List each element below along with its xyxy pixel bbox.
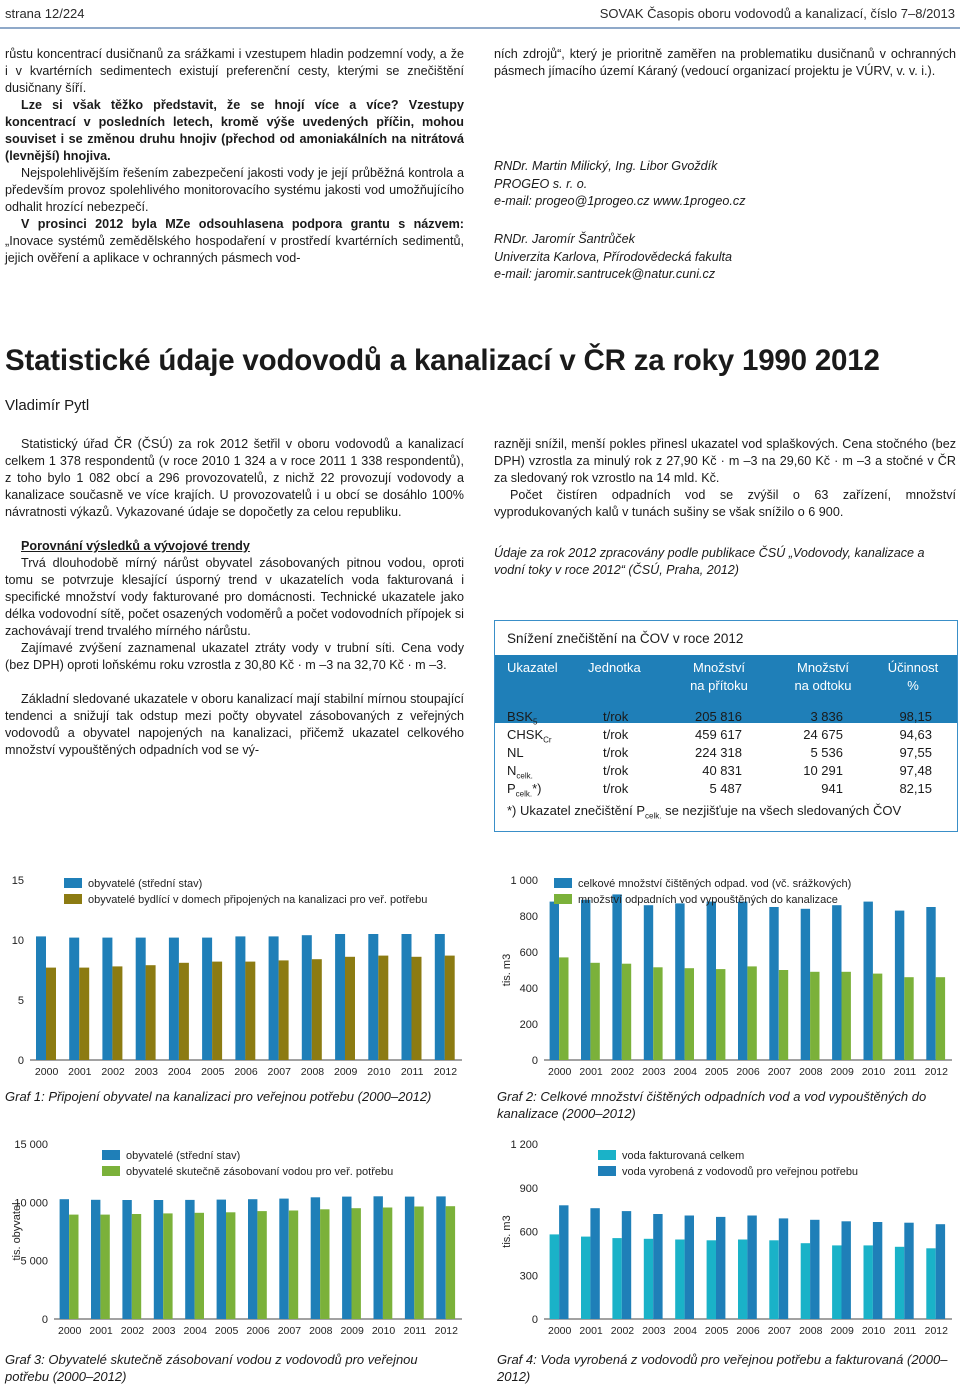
legend-label: množství odpadních vod vypouštěných do kanalizace <box>578 894 838 906</box>
x-tick-label: 2006 <box>246 1325 270 1337</box>
bar <box>405 1197 414 1319</box>
x-tick-label: 2009 <box>830 1066 854 1078</box>
paragraph: Základní sledované ukazatele v oboru kanalizací mají stabilní mírnou stoupající tendenci a snižují tak odstup mezi počty obyvatel zásobovaných z veřejných vodovodů a obyvatel napojených na kanalizaci, přičemž ukazatel celkového množství vypouštěných odpadních vod se vý- <box>5 692 464 757</box>
bar <box>342 1197 351 1319</box>
bar <box>368 934 378 1060</box>
table-cell-out: 10 291 <box>803 763 843 778</box>
x-tick-label: 2002 <box>120 1325 145 1337</box>
bar <box>195 1213 204 1319</box>
legend-swatch <box>64 894 82 904</box>
x-tick-label: 2007 <box>767 1066 792 1078</box>
bar <box>747 1216 756 1320</box>
paragraph: ních zdrojů“, který je prioritně zaměřen na problematiku dusičnanů v ochranných pásmech jímacího území Káraný (vedoucí organizací projektu je VÚRV, v. v. i.). <box>494 47 956 78</box>
x-tick-label: 2007 <box>277 1325 302 1337</box>
article-right-column <box>494 436 956 521</box>
cov-table <box>494 620 958 832</box>
bar <box>279 1199 288 1319</box>
y-tick-label: 0 <box>41 1314 48 1326</box>
th-inflow-2: na přítoku <box>690 678 748 693</box>
bar <box>801 1243 810 1319</box>
page-number: strana 12/224 <box>5 6 85 21</box>
bar <box>169 938 179 1060</box>
bar <box>102 938 112 1060</box>
legend-label: obyvatelé bydlící v domech připojených na kanalizaci pro veř. potřebu <box>88 894 428 906</box>
y-tick-label: 900 <box>519 1182 538 1195</box>
bar <box>832 905 841 1060</box>
bar <box>675 1240 684 1320</box>
x-tick-label: 2010 <box>861 1325 886 1337</box>
paragraph: razněji snížil, menší pokles přinesl ukazatel vod splaškových. Cena stočného (bez DPH) vzrostla za minulý rok z 27,90 Kč · m –3 na 29,60 Kč · m –3 a stočné v ČR za sledovaný rok vzrostlo na 14 mld. Kč. <box>494 437 956 485</box>
x-tick-label: 2002 <box>610 1066 635 1078</box>
x-tick-label: 2012 <box>433 1066 458 1078</box>
bar <box>79 968 89 1060</box>
contact-line: PROGEO s. r. o. <box>494 176 588 191</box>
table-cell-out: 941 <box>821 781 843 796</box>
bar <box>383 1208 392 1320</box>
bar <box>302 935 312 1060</box>
x-tick-label: 2003 <box>152 1325 176 1337</box>
x-tick-label: 2011 <box>400 1066 424 1078</box>
table-cell-eff: 98,15 <box>899 709 932 724</box>
table-cell-in: 205 816 <box>695 709 742 724</box>
x-tick-label: 2001 <box>579 1066 603 1078</box>
th-efficiency-1: Účinnost <box>887 660 939 675</box>
bar <box>644 1239 653 1319</box>
contact-line: RNDr. Martin Milický, Ing. Libor Gvoždík <box>494 159 718 173</box>
bar <box>412 957 422 1060</box>
legend-swatch <box>64 878 82 888</box>
x-tick-label: 2010 <box>371 1325 396 1337</box>
table-cell-unit: t/rok <box>603 727 629 742</box>
bar <box>185 1200 194 1319</box>
bar <box>212 962 222 1060</box>
bar <box>179 963 189 1060</box>
bar <box>832 1245 841 1319</box>
legend-swatch <box>102 1166 120 1176</box>
bar <box>707 902 716 1060</box>
bar <box>69 1215 78 1319</box>
table-cell-unit: t/rok <box>603 763 629 778</box>
y-tick-label: 15 000 <box>14 1139 48 1151</box>
bar <box>414 1207 423 1320</box>
bar <box>873 974 882 1060</box>
legend-label: voda vyrobená z vodovodů pro veřejnou potřebu <box>622 1166 859 1178</box>
bar <box>842 972 851 1060</box>
bar <box>810 1220 819 1319</box>
y-tick-label: 15 <box>11 875 24 887</box>
x-tick-label: 2012 <box>924 1066 948 1078</box>
top-right-column <box>494 46 956 80</box>
bar <box>335 934 345 1060</box>
bar <box>36 936 46 1060</box>
bar <box>895 911 904 1060</box>
chart-4-caption: Graf 4: Voda vyrobená z vodovodů pro veřejnou potřebu a fakturovaná (2000–2012) <box>497 1352 948 1384</box>
bar <box>69 938 79 1060</box>
bar <box>685 968 694 1060</box>
top-left-column <box>5 46 464 267</box>
bar <box>311 1197 320 1319</box>
x-tick-label: 2008 <box>799 1325 823 1337</box>
paragraph: Trvá dlouhodobě mírný nárůst obyvatel zásobovaných pitnou vodou, oproti tomu se potvrzuje klesající úsporný trend v ukazatelích voda fakturovaná i specifické množství vody fakturované pro domácnosti. Technické ukazatele jako délka vodovodní sítě, počet osazených vodoměrů a počet vodovodních přípojek si zachovávají trend trvalého mírného nárůstu. <box>5 556 464 638</box>
legend-label: obyvatelé (střední stav) <box>126 1150 241 1162</box>
legend-swatch <box>102 1150 120 1160</box>
x-tick-label: 2001 <box>89 1325 113 1337</box>
x-tick-label: 2011 <box>893 1066 917 1078</box>
bar <box>163 1213 172 1319</box>
bar <box>779 970 788 1060</box>
legend-label: obyvatelé (střední stav) <box>88 878 203 890</box>
bar <box>248 1199 257 1319</box>
paragraph: růstu koncentrací dusičnanů za srážkami i vzestupem hladin podzemní vody, a že i v kvartérních sedimentech existují preferenční cesty, kterými se znečištění dusičnany šíří. <box>5 47 464 95</box>
bar <box>810 972 819 1060</box>
paragraph: „Inovace systémů zemědělského hospodaření v prostředí kvartérních sedimentů, jejich ověření a aplikace v ochranných pásmech vod- <box>5 234 464 265</box>
bar <box>257 1211 266 1319</box>
table-cell-unit: t/rok <box>603 709 629 724</box>
table-cell-eff: 94,63 <box>899 727 932 742</box>
bar <box>738 902 747 1060</box>
x-tick-label: 2005 <box>214 1325 239 1337</box>
bar <box>435 934 445 1060</box>
th-outflow-1: Množství <box>796 660 849 675</box>
table-cell-name: $BSK_5$ <box>507 709 538 727</box>
x-tick-label: 2001 <box>68 1066 92 1078</box>
y-tick-label: 800 <box>519 911 538 923</box>
th-efficiency-2: % <box>907 678 919 693</box>
bar <box>581 900 590 1060</box>
article-title: Statistické údaje vodovodů a kanalizací v ČR za roky 1990 2012 <box>5 344 880 377</box>
bar <box>769 907 778 1060</box>
contact-line: RNDr. Jaromír Šantrůček <box>494 232 635 246</box>
x-tick-label: 2007 <box>267 1066 291 1078</box>
y-tick-label: 400 <box>519 983 538 995</box>
header-rule <box>0 27 960 29</box>
table-footnote <box>507 803 901 821</box>
chart-1-caption: Graf 1: Připojení obyvatel na kanalizaci pro veřejnou potřebu (2000–2012) <box>5 1089 432 1104</box>
y-tick-label: 600 <box>519 1226 538 1239</box>
x-tick-label: 2010 <box>367 1066 391 1078</box>
bar <box>154 1200 163 1319</box>
bar <box>801 909 810 1060</box>
x-tick-label: 2009 <box>340 1325 364 1337</box>
x-tick-label: 2005 <box>704 1066 729 1078</box>
x-tick-label: 2008 <box>799 1066 823 1078</box>
bar <box>132 1214 141 1319</box>
bar <box>926 907 935 1060</box>
bar <box>612 1238 621 1319</box>
bar <box>217 1200 226 1319</box>
bar <box>769 1240 778 1319</box>
bar <box>622 1211 631 1319</box>
th-inflow-1: Množství <box>692 660 745 675</box>
table-cell-eff: 82,15 <box>899 781 932 796</box>
y-tick-label: 300 <box>519 1270 538 1283</box>
bar <box>402 934 412 1060</box>
legend-swatch <box>598 1166 616 1176</box>
bar <box>864 902 873 1060</box>
bar <box>622 964 631 1060</box>
x-tick-label: 2007 <box>767 1325 792 1337</box>
y-axis-label: tis. obyvatel <box>11 1202 23 1261</box>
paragraph: Nejspolehlivějším řešením zabezpečení jakosti vody je její průběžná kontrola a především provoz spolehlivého monitorovacího systému jakosti vod umožňujícího odhalit hrozící nebezpečí. <box>5 166 464 214</box>
x-tick-label: 2003 <box>642 1325 666 1337</box>
table-cell-in: 224 318 <box>695 745 742 760</box>
bar <box>550 1234 559 1319</box>
bar <box>895 1247 904 1319</box>
bar <box>590 1208 599 1319</box>
footnote-text: *) Ukazatel znečištění P <box>507 803 646 818</box>
contact-email[interactable]: e-mail: jaromir.santrucek@natur.cuni.cz <box>494 267 716 281</box>
y-axis-label: tis. m3 <box>501 1215 513 1248</box>
bar <box>345 957 355 1060</box>
bar <box>100 1215 109 1319</box>
x-tick-label: 2011 <box>403 1325 427 1337</box>
x-tick-label: 2011 <box>893 1325 917 1337</box>
legend-label: obyvatelé skutečně zásobovaní vodou pro veř. potřebu <box>126 1166 394 1178</box>
x-tick-label: 2010 <box>861 1066 886 1078</box>
bar <box>289 1211 298 1320</box>
legend-label: voda fakturovaná celkem <box>622 1150 745 1162</box>
chart-4 <box>490 1134 960 1344</box>
legend-label: celkové množství čištěných odpad. vod (vč. srážkových) <box>578 878 852 890</box>
bar <box>550 902 559 1060</box>
x-tick-label: 2004 <box>673 1066 697 1078</box>
bar <box>269 936 279 1060</box>
table-cell-eff: 97,55 <box>899 745 932 760</box>
table-title: Snížení znečištění na ČOV v roce 2012 <box>507 631 744 646</box>
x-tick-label: 2000 <box>548 1066 572 1078</box>
x-tick-label: 2012 <box>924 1325 948 1337</box>
y-tick-label: 600 <box>519 947 538 959</box>
x-tick-label: 2001 <box>579 1325 603 1337</box>
y-axis-label: tis. m3 <box>501 953 513 987</box>
x-tick-label: 2009 <box>830 1325 854 1337</box>
chart-3 <box>0 1134 470 1344</box>
paragraph: Vzestupy koncentrací v posledních letech, kromě výše uvedených příčin, mohou souviset i se změnou druhu hnojiv (přechod od amoniakálních na nitrátová (levnější) hnojiva. <box>5 98 464 163</box>
bar <box>279 960 289 1060</box>
th-ukazatel: Ukazatel <box>507 660 558 675</box>
y-tick-label: 1 000 <box>510 875 538 887</box>
legend-swatch <box>598 1150 616 1160</box>
legend-swatch <box>554 878 572 888</box>
bar <box>226 1212 235 1319</box>
x-tick-label: 2004 <box>673 1325 697 1337</box>
paragraph: Počet čistíren odpadních vod se zvýšil o 63 zařízení, množství vyprodukovaných kalů v tunách sušiny se však snížilo o 6 900. <box>494 488 956 519</box>
bar <box>112 966 122 1060</box>
bar <box>202 938 212 1060</box>
bar <box>779 1218 788 1319</box>
bar <box>675 903 684 1060</box>
article-left-column <box>5 436 464 759</box>
author-contact-2 <box>494 231 732 284</box>
bar <box>312 959 322 1060</box>
paragraph: Statistický úřad ČR (ČSÚ) za rok 2012 šetřil v oboru vodovodů a kanalizací celkem 1 378 respondentů (v roce 2010 1 324 a v roce 2011 1 338 respondentů), z toho bylo 1 082 obcí a 296 provozovatelů, z nichž 22 provozují vodovody a kanalizace současně ve více krajích. U provozovatelů i u obcí se dosáhlo 100% návratnosti výkazů. Vykazované údaje se dopočetly za celou republiku. <box>5 437 464 519</box>
y-tick-label: 10 <box>11 935 24 947</box>
article-author: Vladimír Pytl <box>5 397 90 414</box>
y-tick-label: 5 <box>17 995 24 1007</box>
bar <box>590 963 599 1060</box>
y-tick-label: 5 000 <box>20 1255 48 1268</box>
bar <box>747 966 756 1060</box>
bar <box>446 1206 455 1319</box>
x-tick-label: 2000 <box>548 1325 572 1337</box>
table-cell-out: 5 536 <box>810 745 843 760</box>
x-tick-label: 2006 <box>234 1066 258 1078</box>
chart-2-caption: Graf 2: Celkové množství čištěných odpadních vod a vod vypouštěných do kanalizace (2000–2012) <box>497 1089 927 1121</box>
bar <box>864 1245 873 1319</box>
bar <box>91 1200 100 1319</box>
bar <box>245 962 255 1060</box>
table-cell-name: NL <box>507 745 524 760</box>
bar <box>374 1196 383 1319</box>
bar <box>46 968 56 1060</box>
bar <box>136 938 146 1060</box>
x-tick-label: 2000 <box>34 1066 59 1078</box>
x-tick-label: 2006 <box>736 1066 760 1078</box>
bar <box>716 969 725 1060</box>
contact-email[interactable]: e-mail: progeo@1progeo.cz www.1progeo.cz <box>494 194 746 208</box>
x-tick-label: 2003 <box>642 1066 666 1078</box>
x-tick-label: 2008 <box>309 1325 333 1337</box>
x-tick-label: 2004 <box>167 1066 192 1078</box>
table-cell-in: 459 617 <box>695 727 742 742</box>
bar <box>559 1205 568 1319</box>
bar <box>436 1196 445 1319</box>
bar <box>581 1237 590 1319</box>
table-cell-eff: 97,48 <box>899 763 932 778</box>
source-note: Údaje za rok 2012 zpracovány podle publikace ČSÚ „Vodovody, kanalizace a vodní toky v roce 2012“ (ČSÚ, Praha, 2012) <box>494 546 925 577</box>
contact-line: Univerzita Karlova, Přírodovědecká fakulta <box>494 249 732 264</box>
th-outflow-2: na odtoku <box>794 678 852 693</box>
bar <box>146 965 156 1060</box>
x-tick-label: 2012 <box>434 1325 458 1337</box>
table-cell-name: $CHSK_{Cr}$ <box>507 727 552 745</box>
bar <box>842 1221 851 1319</box>
bar <box>873 1222 882 1319</box>
x-tick-label: 2002 <box>101 1066 125 1078</box>
bar <box>738 1240 747 1320</box>
x-tick-label: 2005 <box>704 1325 729 1337</box>
bold-lead: V prosinci 2012 byla MZe odsouhlasena podpora grantu s názvem: <box>21 217 464 231</box>
bar <box>716 1217 725 1319</box>
bar <box>904 1223 913 1319</box>
bar <box>926 1248 935 1319</box>
bar <box>122 1200 131 1319</box>
th-jednotka: Jednotka <box>588 660 641 675</box>
y-tick-label: 1 200 <box>510 1139 538 1151</box>
bar <box>936 977 945 1060</box>
footnote-text: se nezjišťuje na všech sledovaných ČOV <box>661 803 902 818</box>
table-cell-name: $P_{celk.}*$) <box>507 781 542 799</box>
chart-1 <box>0 868 470 1086</box>
paragraph: Zajímavé zvýšení zaznamenal ukazatel ztráty vody v trubní síti. Cena vody (bez DPH) oproti loňskému roku vzrostla z 30,80 Kč · m –3 na 32,70 Kč · m –3. <box>5 641 464 672</box>
footnote-sub: celk. <box>645 811 662 821</box>
x-tick-label: 2003 <box>134 1066 158 1078</box>
x-tick-label: 2002 <box>610 1325 635 1337</box>
table-cell-in: 40 831 <box>702 763 742 778</box>
bar <box>707 1240 716 1319</box>
table-cell-unit: t/rok <box>603 745 629 760</box>
bar <box>378 956 388 1060</box>
bar <box>685 1216 694 1320</box>
table-cell-out: 24 675 <box>803 727 843 742</box>
x-tick-label: 2000 <box>58 1325 82 1337</box>
chart-2 <box>490 868 960 1086</box>
x-tick-label: 2008 <box>300 1066 325 1078</box>
legend-swatch <box>554 894 572 904</box>
x-tick-label: 2009 <box>334 1066 358 1078</box>
x-tick-label: 2005 <box>201 1066 225 1078</box>
bar <box>653 1214 662 1319</box>
x-tick-label: 2004 <box>183 1325 207 1337</box>
author-contact-1 <box>494 158 746 211</box>
section-heading: Porovnání výsledků a vývojové trendy <box>21 539 250 553</box>
y-tick-label: 0 <box>531 1314 538 1326</box>
chart-3-caption: Graf 3: Obyvatelé skutečně zásobovaní vodou z vodovodů pro veřejnou potřebu (2000–2012) <box>5 1352 418 1384</box>
y-tick-label: 10 000 <box>14 1197 48 1210</box>
bar <box>653 967 662 1060</box>
bar <box>559 957 568 1060</box>
journal-header: SOVAK Časopis oboru vodovodů a kanalizací, číslo 7–8/2013 <box>599 6 955 21</box>
x-tick-label: 2006 <box>736 1325 760 1337</box>
bold-question: Lze si však těžko představit, že se hnojí více a více? <box>21 98 399 112</box>
bar <box>936 1224 945 1319</box>
table-cell-name: $N_{celk.}$ <box>507 763 533 781</box>
bar <box>352 1208 361 1319</box>
bar <box>235 936 245 1060</box>
bar <box>445 956 455 1060</box>
bar <box>644 905 653 1060</box>
bar <box>320 1209 329 1319</box>
bar <box>904 977 913 1060</box>
y-tick-label: 200 <box>519 1019 538 1031</box>
table-cell-in: 5 487 <box>709 781 742 796</box>
bar <box>612 894 621 1060</box>
y-tick-label: 0 <box>531 1055 538 1067</box>
y-tick-label: 0 <box>17 1055 24 1067</box>
bar <box>60 1199 69 1319</box>
table-cell-out: 3 836 <box>810 709 843 724</box>
table-cell-unit: t/rok <box>603 781 629 796</box>
